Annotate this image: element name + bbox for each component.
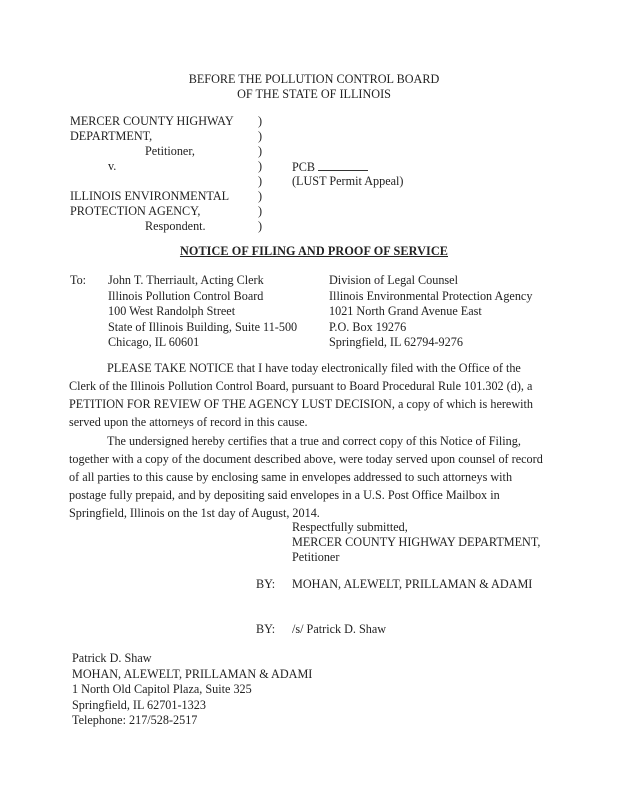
document-title: NOTICE OF FILING AND PROOF OF SERVICE [179,244,449,258]
caption-party-line: v. [108,159,117,173]
attorney-line: Springfield, IL 62701-1323 [72,697,206,712]
caption-party-line: DEPARTMENT, [70,129,153,143]
attorney-line: MOHAN, ALEWELT, PRILLAMAN & ADAMI [72,666,313,681]
caption-party-line: Petitioner, [145,144,195,158]
paragraph-line: PLEASE TAKE NOTICE that I have today electronically filed with the Office of the [107,361,521,375]
caption-paren: ) [258,144,263,158]
recipient-line: Illinois Pollution Control Board [108,288,264,303]
paragraph-line: Springfield, Illinois on the 1st day of August, 2014. [69,506,320,520]
to-label: To: [70,273,87,287]
paragraph-line: postage fully prepaid, and by depositing said envelopes in a U.S. Post Office Mailbox in [69,488,500,502]
caption-paren: ) [258,114,263,128]
certification-paragraph [69,432,564,522]
paragraph-line: served upon the attorneys of record in this cause. [69,415,308,429]
caption-paren: ) [258,189,263,203]
recipient-line: Chicago, IL 60601 [108,335,200,349]
paragraph-line: The undersigned hereby certifies that a true and correct copy of this Notice of Filing, [107,434,521,448]
law-firm-signature: MOHAN, ALEWELT, PRILLAMAN & ADAMI [292,577,533,591]
recipient-line: Illinois Environmental Protection Agency [329,288,533,303]
caption-party-line: Respondent. [145,219,206,233]
caption-party-line: MERCER COUNTY HIGHWAY [70,114,234,128]
paragraph-line: Clerk of the Illinois Pollution Control Board, pursuant to Board Procedural Rule 101.302 (d), a [69,379,533,393]
recipient-line: John T. Therriault, Acting Clerk [108,273,264,287]
case-number-blank [318,159,368,171]
case-number-field [292,159,368,175]
party-role: Petitioner [292,550,340,564]
recipient-line: State of Illinois Building, Suite 11-500 [108,319,298,334]
court-jurisdiction: OF THE STATE OF ILLINOIS [237,87,391,101]
caption-paren: ) [258,204,263,218]
by-label: BY: [256,577,276,591]
caption-paren: ) [258,129,263,143]
recipient-line: 1021 North Grand Avenue East [329,304,482,318]
recipient-legal-counsel [329,273,532,351]
paragraph-line: together with a copy of the document described above, were today served upon counsel of record [69,452,543,466]
caption-party-line: PROTECTION AGENCY, [70,204,201,218]
caption-party-line: ILLINOIS ENVIRONMENTAL [70,189,230,203]
attorney-line: 1 North Old Capitol Plaza, Suite 325 [72,682,252,696]
case-type: (LUST Permit Appeal) [292,174,404,188]
recipient-clerk [108,273,297,351]
electronic-signature: /s/ Patrick D. Shaw [292,622,387,636]
caption-paren: ) [258,174,263,188]
court-name: BEFORE THE POLLUTION CONTROL BOARD [188,72,440,86]
attorney-line: Patrick D. Shaw [72,651,152,665]
recipient-line: Springfield, IL 62794-9276 [329,335,463,349]
by-label: BY: [256,622,276,636]
caption-paren: ) [258,219,263,233]
notice-paragraph [69,359,564,431]
paragraph-line: of all parties to this cause by enclosing same in envelopes addressed to such attorneys with [69,470,513,484]
party-name: MERCER COUNTY HIGHWAY DEPARTMENT, [292,535,541,549]
caption-paren: ) [258,159,263,173]
closing: Respectfully submitted, [292,520,408,534]
paragraph-line: PETITION FOR REVIEW OF THE AGENCY LUST DECISION, a copy of which is herewith [69,397,533,411]
case-number-label: PCB [292,160,316,174]
recipient-line: 100 West Randolph Street [108,304,236,318]
recipient-line: Division of Legal Counsel [329,273,458,287]
attorney-line: Telephone: 217/528-2517 [72,713,198,727]
attorney-contact-block [72,651,312,729]
recipient-line: P.O. Box 19276 [329,319,407,334]
